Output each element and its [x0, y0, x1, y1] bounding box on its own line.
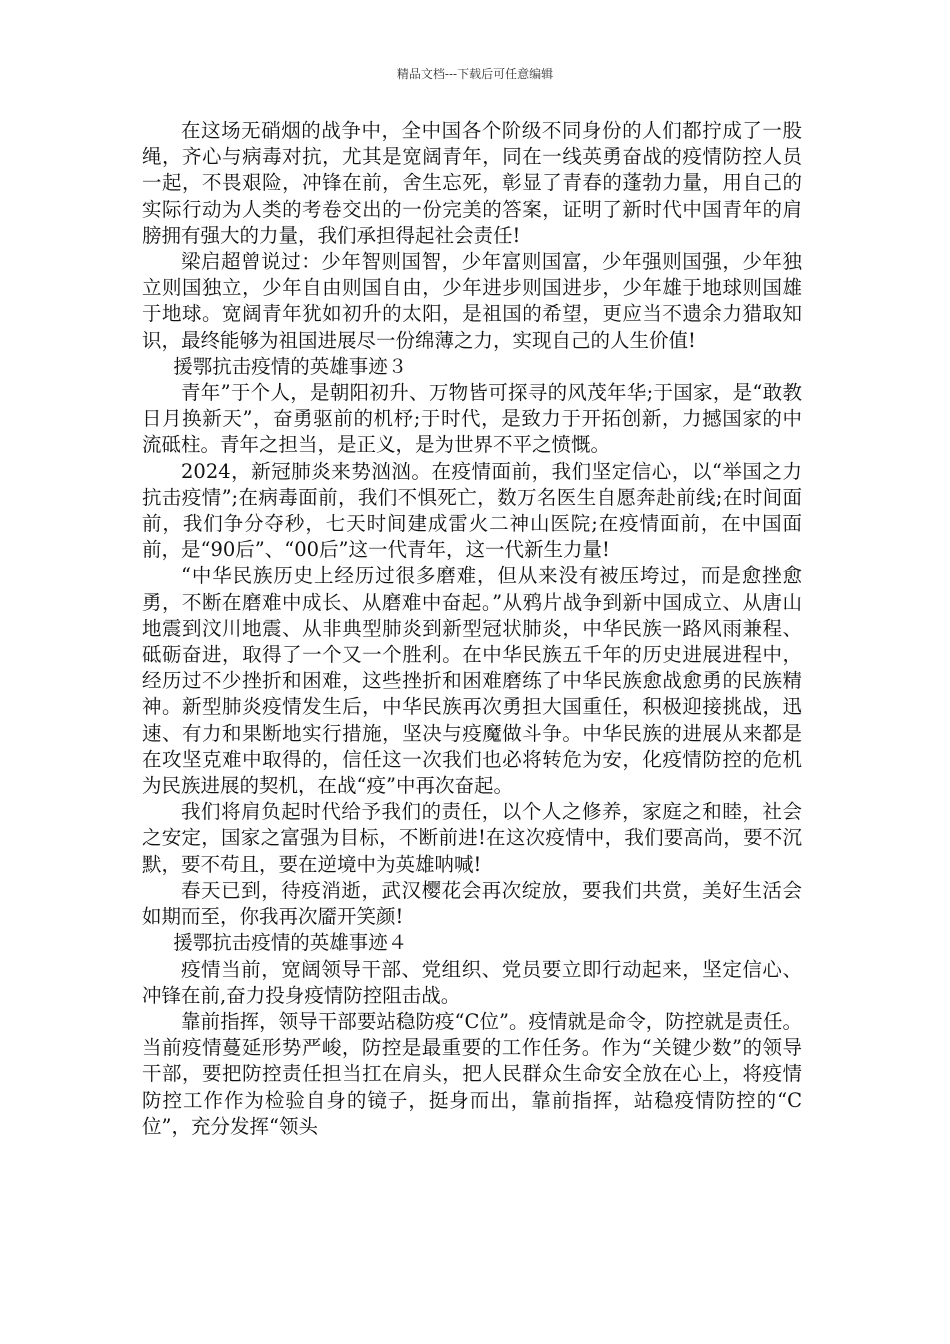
document-body	[142, 118, 802, 1140]
paragraph: 梁启超曾说过：少年智则国智，少年富则国富，少年强则国强，少年独立则国独立，少年自由则国自由，少年进步则国进步，少年雄于地球则国雄于地球。宽阔青年犹如初升的太阳，是祖国的希望，更应当不遗余力猎取知识，最终能够为祖国进展尽一份绵薄之力，实现自己的人生价值!	[142, 250, 802, 352]
paragraph: 春天已到，待疫消逝，武汉樱花会再次绽放，要我们共赏，美好生活会如期而至，你我再次靥开笑颜!	[142, 878, 802, 929]
paragraph: 在这场无硝烟的战争中，全中国各个阶级不同身份的人们都拧成了一股绳，齐心与病毒对抗，尤其是宽阔青年，同在一线英勇奋战的疫情防控人员一起，不畏艰险，冲锋在前，舍生忘死，彰显了青春的蓬勃力量，用自己的实际行动为人类的考卷交出的一份完美的答案，证明了新时代中国青年的肩膀拥有强大的力量，我们承担得起社会责任!	[142, 119, 802, 247]
paragraph: 2024，新冠肺炎来势汹汹。在疫情面前，我们坚定信心，以“举国之力抗击疫情”;在病毒面前，我们不惧死亡，数万名医生自愿奔赴前线;在时间面前，我们争分夺秒，七天时间建成雷火二神山医院;在疫情面前，在中国面前，是“90后”、“00后”这一代青年，这一代新生力量!	[142, 459, 802, 562]
section-heading: 援鄂抗击疫情的英雄事迹３	[173, 354, 408, 378]
section-heading: 援鄂抗击疫情的英雄事迹４	[173, 931, 408, 955]
paragraph: 疫情当前，宽阔领导干部、党组织、党员要立即行动起来，坚定信心、冲锋在前,奋力投身疫情防控阻击战。	[142, 957, 802, 1007]
paragraph: 靠前指挥，领导干部要站稳防疫“C位”。疫情就是命令，防控就是责任。当前疫情蔓延形势严峻，防控是最重要的工作任务。作为“关键少数”的领导干部，要把防控责任担当扛在肩头，把人民群众生命安全放在心上，将疫情防控工作作为检验自身的镜子，挺身而出，靠前指挥，站稳疫情防控的“C位”，充分发挥“领头	[142, 1009, 802, 1138]
paragraph: 青年”于个人，是朝阳初升、万物皆可探寻的风茂年华;于国家，是“敢教日月换新天”，奋勇驱前的机杼;于时代，是致力于开拓创新，力撼国家的中流砥柱。青年之担当，是正义，是为世界不平之愤慨。	[142, 381, 802, 457]
paragraph: 我们将肩负起时代给予我们的责任，以个人之修养，家庭之和睦，社会之安定，国家之富强为目标，不断前进!在这次疫情中，我们要高尚，要不沉默，要不苟且，要在逆境中为英雄呐喊!	[142, 800, 802, 876]
paragraph: “中华民族历史上经历过很多磨难，但从来没有被压垮过，而是愈挫愈勇，不断在磨难中成长、从磨难中奋起。”从鸦片战争到新中国成立、从唐山地震到汶川地震、从非典型肺炎到新型冠状肺炎，中华民族一路风雨兼程、砥砺奋进，取得了一个又一个胜利。在中华民族五千年的历史进展进程中，经历过不少挫折和困难，这些挫折和困难磨练了中华民族愈战愈勇的民族精神。新型肺炎疫情发生后，中华民族再次勇担大国重任，积极迎接挑战，迅速、有力和果断地实行措施，坚决与疫魔做斗争。中华民族的进展从来都是在攻坚克难中取得的，信任这一次我们也必将转危为安，化疫情防控的危机为民族进展的契机，在战“疫”中再次奋起。	[142, 564, 802, 798]
page-header: 精品文档---下载后可任意编辑	[396, 67, 554, 81]
